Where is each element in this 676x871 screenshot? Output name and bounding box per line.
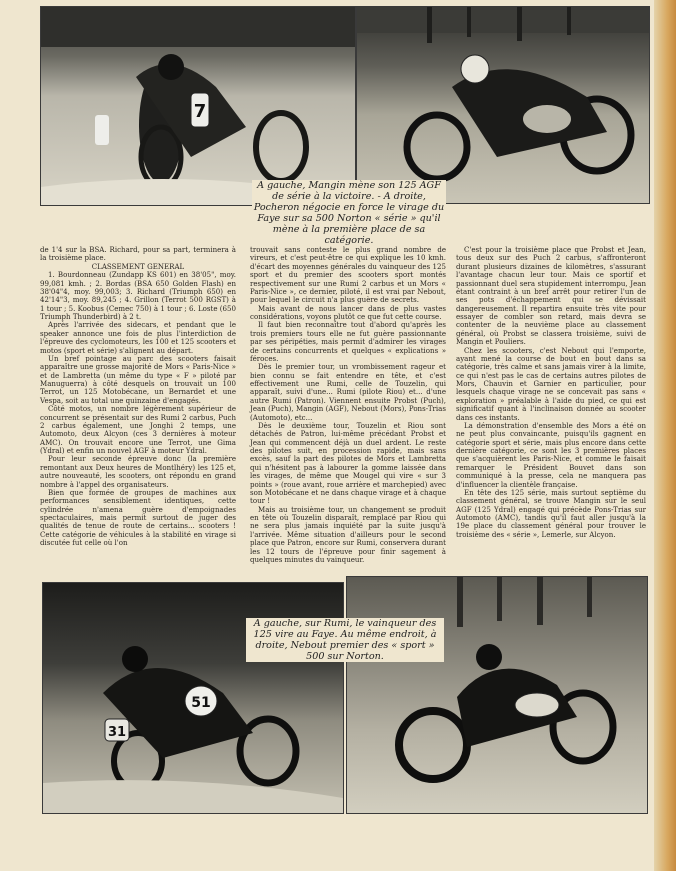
photo-mangin-agf	[40, 6, 356, 206]
text-column-1	[40, 246, 236, 548]
photo-pocheron-norton	[356, 6, 650, 204]
photo-pocheron-norton-image	[357, 7, 649, 203]
col3-paragraph-2: Chez les scooters, c'est Nebout qui l'emporte, ayant mené la course de bout en bout dans sa catégorie, très calme et sans jamais virer à la limite, ce qui n'est pas le cas de certains autres pilotes de Mors, Chauvin et Garnier en particulier, pour lesquels chaque virage ne se concevait pas sans « exploration » préalable à l'aide du pied, ce qui est significatif quant à l'inclinaison donnée au scooter dans ces instants.	[456, 345, 646, 422]
col1-paragraph-4: Après l'arrivée des sidecars, et pendant que le speaker annonce une fois de plus l'interdiction de l'épreuve des cyclomoteurs, les 100 et 125 scooters et motos (sport et série) s'alignent au départ.	[40, 320, 236, 355]
col2-paragraph-1: trouvait sans conteste le plus grand nombre de vireurs, et c'est peut-être ce qui explique les 10 kmh. d'écart des moyennes générales du vainqueur des 125 sport et du premier des scooters sport montés respectivement sur une Rumi 2 carbus et un Mors « Paris-Nice », ce dernier, piloté, il est vrai par Nebout, pour lequel le circuit n'a plus guère de secrets.	[250, 245, 446, 305]
col3-paragraph-3: La démonstration d'ensemble des Mors a été on ne peut plus convaincante, puisqu'ils gagnent en catégorie sport et série, mais plus encore dans cette dernière catégorie, ce sont les 3 premières places que s'acquièrent les Paris-Nice, et comme le faisait remarquer le Président Bouvet dans son communiqué à la presse, cela ne manquera pas d'influencer la clientèle française.	[456, 420, 646, 489]
col2-paragraph-2: Mais avant de nous lancer dans de plus vastes considérations, voyons plutôt ce que fut cette course.	[250, 303, 446, 321]
caption-top: A gauche, Mangin mène son 125 AGF de série à la victoire. - A droite, Pocheron négocie en force le virage du Faye sur sa 500 Norton « série » qu'il mène à la première place de sa catégorie.	[253, 180, 445, 246]
col3-paragraph-4: En tête des 125 série, mais surtout septième du classement général, se trouve Mangin sur le seul AGF (125 Ydral) engagé qui précède Pons-Trias sur Automoto (AMC), tandis qu'il faut aller jusqu'à la 19e place du classement général pour trouver le troisième des « série », Lemerle, sur Alcyon.	[456, 487, 646, 539]
col3-paragraph-1: C'est pour la troisième place que Probst et Jean, tous deux sur des Puch 2 carbus, s'affronteront durant plusieurs dizaines de kilomètres, s'assurant l'avantage chacun leur tour. Mais ce sportif et passionnant duel sera stupidement interrompu, Jean étant contraint à un bref arrêt pour retirer l'un de ses pots d'échappement qui se dévissait dangereusement. Il repartira ensuite très vite pour essayer de combler son retard, mais devra se contenter de la neuvième place au classement général, où Probst se classera troisième, suivi de Mangin et Pouliers.	[456, 245, 646, 347]
col1-paragraph-8: Bien que formée de groupes de machines aux performances sensiblement identiques, cette cylindrée n'amena guère d'empoignades spectaculaires, mais permit surtout de juger des qualités de tenue de route de certains... scooters ! Cette catégorie de véhicules à la stabilité en virage si discutée fut celle où l'on	[40, 487, 236, 548]
text-column-3	[456, 246, 646, 539]
photo-rumi-faye	[42, 582, 344, 814]
classement-heading: CLASSEMENT GENERAL	[91, 261, 185, 271]
photo-number-7: 7	[193, 101, 207, 122]
photo-number-51: 51	[191, 695, 211, 711]
col2-paragraph-3: Il faut bien reconnaître tout d'abord qu'après les trois premiers tours elle ne fut guère passionnante par ses péripéties, mais permit d'admirer les virages de certains concurrents et quelques « explications » féroces.	[250, 320, 446, 363]
col1-paragraph-1: de 1'4 sur la BSA. Richard, pour sa part, terminera à la troisième place.	[40, 245, 236, 263]
photo-nebout-norton-image	[347, 577, 647, 813]
classement-results: 1. Bourdonneau (Zundapp KS 601) en 38'05", moy. 99,081 kmh. ; 2. Bordas (BSA 650 Golden Flash) en 38'04"4, moy. 99,003; 3. Richard (Triumph 650) en 42'14"3, moy. 89,245 ; 4. Grillon (Terrot 500 RGST) à 1 tour ; 5. Koobus (Cemec 750) à 1 tour ; 6. Loste (650 Triumph Thunderbird) à 2 t.	[40, 270, 236, 321]
col1-paragraph-7: Pour leur seconde épreuve donc (la première remontant aux Deux heures de Montlhéry) les 125 et, autre nouveauté, les scooters, ont répondu en grand nombre à l'appel des organisateurs.	[40, 454, 236, 489]
text-column-2	[250, 246, 446, 564]
page-binding-edge	[654, 0, 676, 871]
col2-paragraph-6: Mais au troisième tour, un changement se produit en tête où Touzelin disparaît, remplacé par Riou qui ne sera plus jamais inquiété par la suite jusqu'à l'arrivée. Même situation d'ailleurs pour le second place que Patron, encore sur Rumi, conservera durant les 12 tours de l'épreuve pour finir sagement à quelques minutes du vainqueur.	[250, 504, 446, 564]
col1-paragraph-5: Un bref pointage au parc des scooters faisait apparaître une grosse majorité de Mors « Paris-Nice » et de Lambretta (un même du type « F » piloté par Manuguerra) à côté desquels on trouvait un 100 Terrot, un 125 Motobécane, un Bernardet et une Vespa, soit au total une quinzaine d'engagés.	[40, 353, 236, 405]
caption-bottom: A gauche, sur Rumi, le vainqueur des 125 vire au Faye. Au même endroit, à droite, Nebout premier des « sport » 500 sur Norton.	[246, 618, 444, 662]
col1-paragraph-6: Côté motos, un nombre légèrement supérieur de concurrent se présentait sur des Rumi 2 carbus, Puch 2 carbus également, une Jonghi 2 temps, une Automoto, deux Alcyon (ces 3 dernières à moteur AMC). On trouvait encore une Terrot, une Gima (Ydral) et enfin un nouvel AGF à moteur Ydral.	[40, 404, 236, 455]
photo-nebout-norton	[346, 576, 648, 814]
photo-number-31: 31	[107, 725, 127, 740]
col2-paragraph-5: Dès le deuxième tour, Touzelin et Riou sont détachés de Patron, lui-même précédant Probst et Jean qui commencent déjà un duel ardent. Le reste des pilotes suit, en procession rapide, mais sans excès, sauf la part des pilotes de Mors et Lambretta qui n'hésitent pas à labourer la gomme laissée dans les virages, de même que Mougel qui vire « sur 3 points » (roue avant, roue arrière et marchepied) avec son Motobécane et ne dans chaque virage et à chaque tour !	[250, 420, 446, 506]
photo-mangin-agf-image	[41, 7, 355, 205]
col2-paragraph-4: Dès le premier tour, un vrombissement rageur et bien connu se fait entendre en tête, et c'est effectivement une Rumi, celle de Touzelin, qui apparaît, suivi d'une... Rumi (pilote Riou) et... d'une autre Rumi (Patron). Viennent ensuite Probst (Puch), Jean (Puch), Mangin (AGF), Nebout (Mors), Pons-Trias (Automoto), etc...	[250, 362, 446, 422]
